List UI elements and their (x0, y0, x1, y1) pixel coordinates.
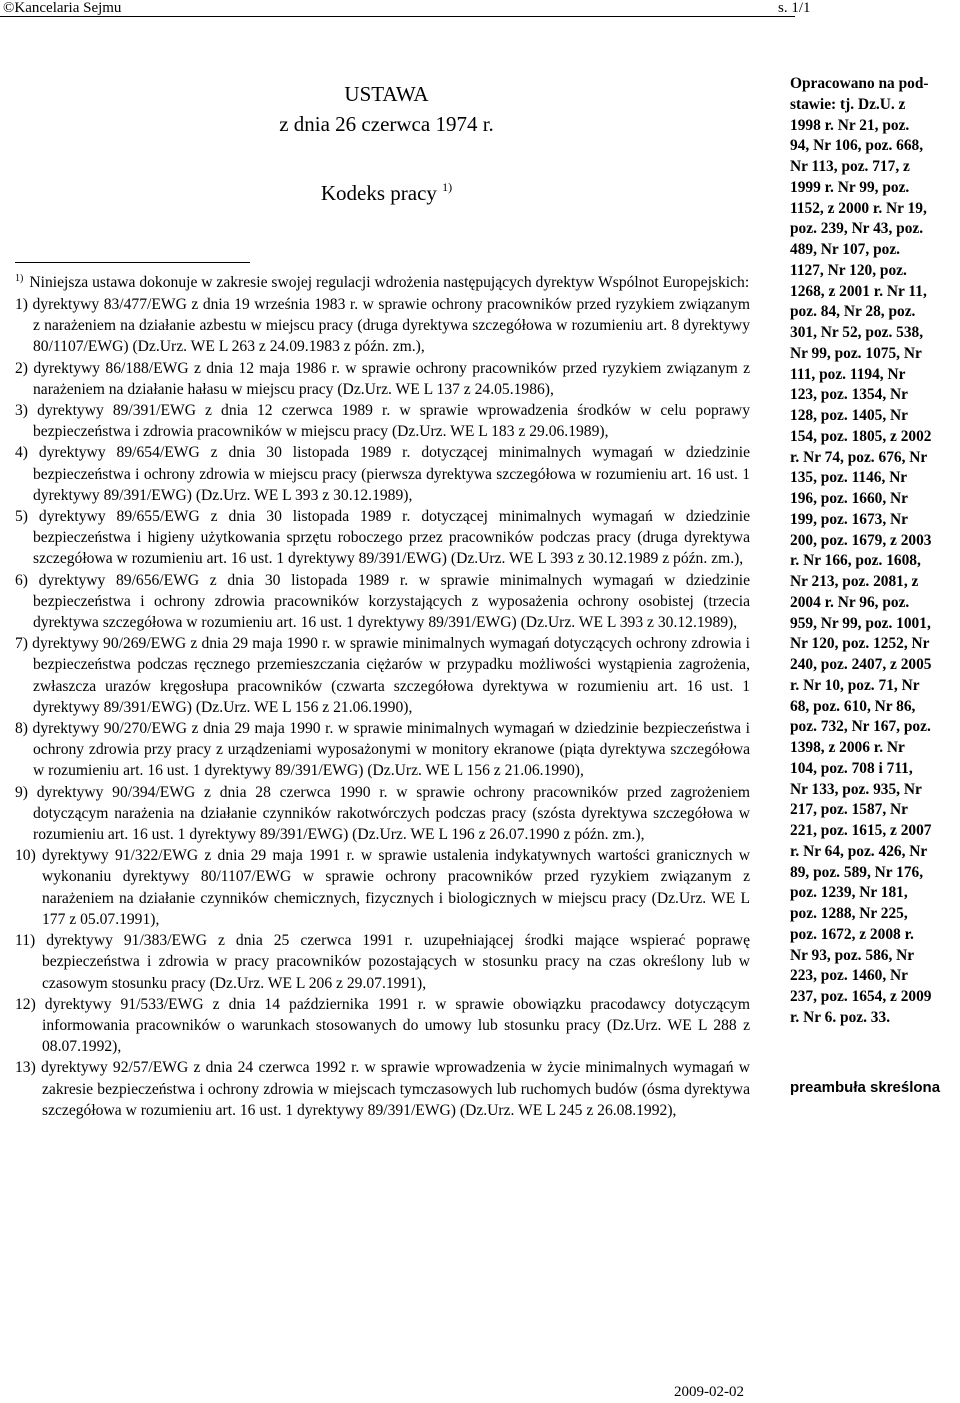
directive-item: 8) dyrektywy 90/270/EWG z dnia 29 maja 1990 r. w sprawie minimalnych wymagań w dziedzinie bezpieczeństwa i ochrony zdrowia przy pracy z urządzeniami wyposażonymi w monitory ekranowe (piąta dyrektywa szczegółowa w rozumieniu art. 16 ust. 1 dyrektywy 89/391/EWG) (Dz.Urz. WE L 156 z 21.06.1990), (15, 720, 750, 780)
directive-item: 13) dyrektywy 92/57/EWG z dnia 24 czerwca 1992 r. w sprawie wprowadzenia w życie minimalnych wymagań w zakresie bezpieczeństwa i ochrony zdrowia w miejscach tymczasowych lub ruchomych budów (ósma dyrektywa szczegółowa w rozumieniu art. 16 ust. 1 dyrektywy 89/391/EWG) (Dz.Urz. WE L 245 z 26.08.1992), (15, 1059, 750, 1119)
source-note-line: r. Nr 166, poz. 1608, (790, 552, 921, 570)
source-note-line: 1999 r. Nr 99, poz. (790, 178, 910, 196)
source-note-line: 1152, z 2000 r. Nr 19, (790, 199, 927, 217)
directive-item: 11) dyrektywy 91/383/EWG z dnia 25 czerwca 1991 r. uzupełniającej środki mające wspierać poprawę bezpieczeństwa i zdrowia w pracy pracowników pozostających w stosunku pracy na czas określony lub w czasowym stosunku pracy (Dz.Urz. WE L 206 z 29.07.1991), (15, 932, 750, 992)
act-name: Kodeks pracy (320, 181, 437, 205)
source-note-line: Nr 113, poz. 717, z (790, 158, 910, 175)
source-note-line: 959, Nr 99, poz. 1001, (790, 614, 931, 632)
source-note-line: Nr 99, poz. 1075, Nr (790, 344, 922, 362)
publisher-header: ©Kancelaria Sejmu (3, 0, 122, 16)
directive-item: 5) dyrektywy 89/655/EWG z dnia 30 listopada 1989 r. dotyczącej minimalnych wymagań w dziedzinie bezpieczeństwa i higieny użytkowania sprzętu roboczego przez pracowników podczas pracy (druga dyrektywa szczegółowa w rozumieniu art. 16 ust. 1 dyrektywy 89/391/EWG) (Dz.Urz. WE L 393 z 30.12.1989 z późn. zm.), (15, 508, 750, 568)
footnote-intro-text: Niniejsza ustawa dokonuje w zakresie swojej regulacji wdrożenia następujących dyrektyw Wspólnot Europejskich: (29, 274, 750, 291)
act-title (23, 181, 750, 205)
source-note-line: poz. 239, Nr 43, poz. (790, 220, 924, 238)
source-note-line: Nr 93, poz. 586, Nr (790, 946, 915, 964)
source-note-line: 1398, z 2006 r. Nr (790, 739, 905, 756)
source-note-line: 199, poz. 1673, Nr (790, 510, 908, 528)
source-note-line: poz. 732, Nr 167, poz. (790, 718, 931, 736)
preamble-removed-note: preambuła skreślona (790, 1079, 941, 1096)
source-note-line: 123, poz. 1354, Nr (790, 386, 908, 404)
document-body (15, 82, 750, 1121)
source-note-line: 89, poz. 589, Nr 176, (790, 863, 924, 881)
directive-list (15, 294, 750, 1121)
source-note-line: Nr 120, poz. 1252, Nr (790, 635, 930, 653)
source-note-line: 1268, z 2001 r. Nr 11, (790, 282, 927, 300)
source-note-line: r. Nr 6. poz. 33. (790, 1008, 891, 1026)
header-rule (0, 16, 795, 17)
source-note-line: 1127, Nr 120, poz. (790, 261, 907, 279)
source-note-line: 68, poz. 610, Nr 86, (790, 697, 916, 715)
source-note-line: poz. 84, Nr 28, poz. (790, 303, 916, 321)
source-note-line: 154, poz. 1805, z 2002 (790, 427, 932, 445)
source-note-line: r. Nr 10, poz. 71, Nr (790, 676, 920, 694)
source-note-line: 221, poz. 1615, z 2007 (790, 822, 932, 839)
source-note-line: Nr 133, poz. 935, Nr (790, 780, 922, 798)
directive-item: 7) dyrektywy 90/269/EWG z dnia 29 maja 1990 r. w sprawie minimalnych wymagań dotyczących ochrony zdrowia i bezpieczeństwa podczas ręcznego przemieszczania ciężarów w przypadku możliwości wystąpienia zagrożenia, zwłaszcza urazów kręgosłupa pracowników (czwarta szczegółowa dyrektywa w rozumieniu art. 16 ust. 1 dyrektywy 89/391/EWG) (Dz.Urz. WE L 156 z 21.06.1990), (15, 635, 750, 716)
directive-item: 9) dyrektywy 90/394/EWG z dnia 28 czerwca 1990 r. w sprawie ochrony pracowników przed zagrożeniem dotyczącym narażenia na działanie czynników rakotwórczych podczas pracy (szósta dyrektywa szczegółowa w rozumieniu art. 16 ust. 1 dyrektywy 89/391/EWG) (Dz.Urz. WE L 196 z 26.07.1990 z późn. zm.), (15, 783, 750, 844)
source-note-line: 237, poz. 1654, z 2009 (790, 988, 932, 1005)
source-note-line: 135, poz. 1146, Nr (790, 469, 908, 487)
source-note-line: 128, poz. 1405, Nr (790, 407, 908, 424)
source-note-line: poz. 1288, Nr 225, (790, 905, 908, 922)
act-date: z dnia 26 czerwca 1974 r. (279, 112, 494, 136)
page-number: s. 1/1 (778, 0, 811, 16)
source-note-line: 196, poz. 1660, Nr (790, 490, 908, 507)
source-note-line: stawie: tj. Dz.U. z (790, 95, 906, 113)
document-date: 2009-02-02 (674, 1384, 744, 1400)
footnote-separator (15, 262, 250, 263)
footnote-reference[interactable]: 1) (442, 180, 453, 194)
source-note-line: 2004 r. Nr 96, poz. (790, 593, 910, 611)
directive-item: 12) dyrektywy 91/533/EWG z dnia 14 października 1991 r. w sprawie obowiązku pracodawcy dotyczącym informowania pracowników o warunkach stosowanych do umowy lub stosunku pracy (Dz.Urz. WE L 288 z 08.07.1992), (15, 995, 750, 1056)
source-note-line: 104, poz. 708 i 711, (790, 759, 913, 777)
source-note-line: Nr 213, poz. 2081, z (790, 573, 919, 590)
source-note-line: poz. 1672, z 2008 r. (790, 925, 914, 943)
source-note-line: 217, poz. 1587, Nr (790, 801, 908, 819)
source-note-line: 223, poz. 1460, Nr (790, 967, 908, 985)
source-note-line: Opracowano na pod- (790, 75, 929, 92)
source-note-line: 111, poz. 1194, Nr (790, 365, 906, 383)
source-note (790, 74, 958, 1029)
source-note-line: 1998 r. Nr 21, poz. (790, 116, 910, 134)
footnote-intro (15, 272, 750, 294)
directive-item: 3) dyrektywy 89/391/EWG z dnia 12 czerwca 1989 r. w sprawie wprowadzenia środków w celu poprawy bezpieczeństwa i zdrowia pracowników w miejscu pracy (Dz.Urz. WE L 183 z 29.06.1989), (15, 402, 750, 441)
source-note-line: r. Nr 64, poz. 426, Nr (790, 842, 928, 860)
source-note-line: 489, Nr 107, poz. (790, 241, 901, 258)
source-note-line: 240, poz. 2407, z 2005 (790, 656, 932, 673)
source-note-line: 94, Nr 106, poz. 668, (790, 137, 924, 155)
source-note-line: 200, poz. 1679, z 2003 (790, 531, 932, 549)
directive-item: 4) dyrektywy 89/654/EWG z dnia 30 listopada 1989 r. dotyczącej minimalnych wymagań w dziedzinie bezpieczeństwa i ochrony zdrowia w miejscu pracy (pierwsza dyrektywa szczegółowa w rozumieniu art. 16 ust. 1 dyrektywy 89/391/EWG) (Dz.Urz. WE L 393 z 30.12.1989), (15, 444, 750, 504)
directive-item: 6) dyrektywy 89/656/EWG z dnia 30 listopada 1989 r. w sprawie minimalnych wymagań w dziedzinie bezpieczeństwa i ochrony zdrowia pracowników korzystających z wyposażenia ochrony osobistej (trzecia dyrektywa szczegółowa w rozumieniu art. 16 ust. 1 dyrektywy 89/391/EWG) (Dz.Urz. WE L 393 z 30.12.1989), (15, 571, 750, 632)
directive-item: 10) dyrektywy 91/322/EWG z dnia 29 maja 1991 r. w sprawie ustalenia indykatywnych wartości granicznych w wykonaniu dyrektywy 80/1107/EWG w sprawie ochrony pracowników przed ryzykiem związanym z narażeniem na działanie czynników chemicznych, fizycznych i biologicznych w miejscu pracy (Dz.Urz. WE L 177 z 05.07.1991), (15, 847, 750, 928)
source-note-line: poz. 1239, Nr 181, (790, 884, 908, 902)
act-kind: USTAWA (344, 82, 429, 106)
directive-item: 1) dyrektywy 83/477/EWG z dnia 19 września 1983 r. w sprawie ochrony pracowników przed ryzykiem związanym z narażeniem na działanie azbestu w miejscu pracy (druga dyrektywa szczegółowa w rozumieniu art. 8 dyrektywy 80/1107/EWG) (Dz.Urz. WE L 263 z 24.09.1983 z późn. zm.), (15, 296, 750, 356)
footnote-mark: 1) (15, 273, 24, 284)
directive-item: 2) dyrektywy 86/188/EWG z dnia 12 maja 1986 r. w sprawie ochrony pracowników przed ryzykiem związanym z narażeniem na działanie hałasu w miejscu pracy (Dz.Urz. WE L 137 z 24.05.1986), (15, 359, 750, 398)
source-note-line: 301, Nr 52, poz. 538, (790, 324, 924, 341)
source-note-line: r. Nr 74, poz. 676, Nr (790, 448, 928, 466)
